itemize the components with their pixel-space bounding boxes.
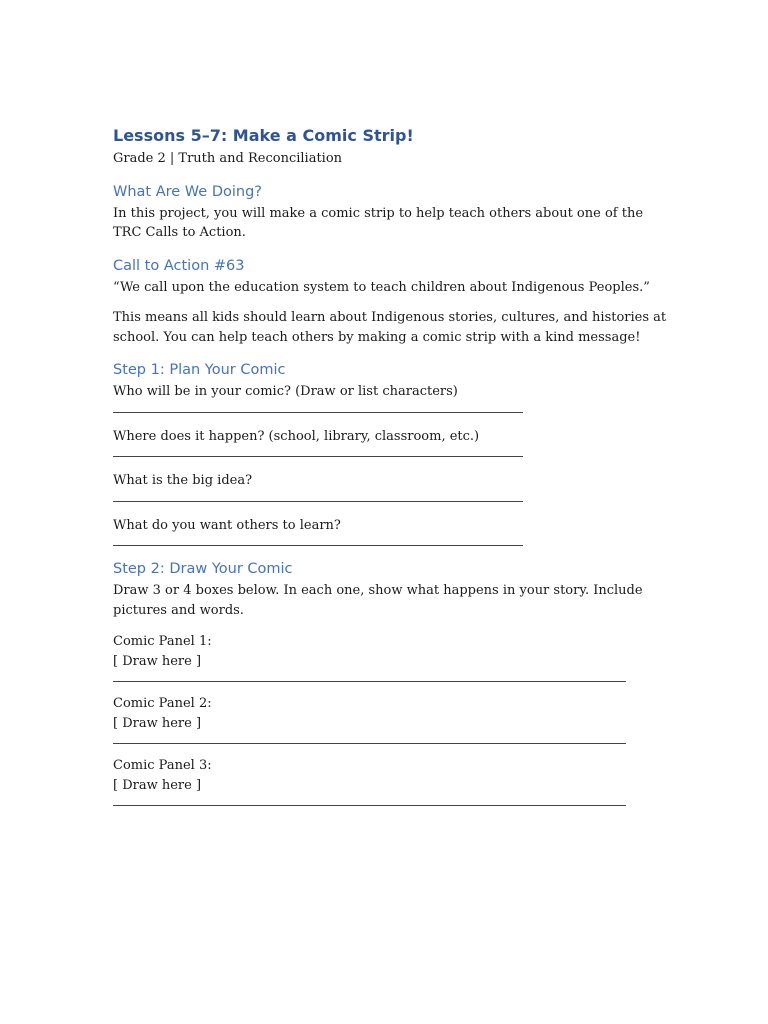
call-explanation: This means all kids should learn about Indigenous stories, cultures, and histories at school. You can help teach others by making a comic strip with a kind message! [113, 310, 667, 345]
section-heading-step1: Step 1: Plan Your Comic [113, 362, 286, 378]
question-item [113, 427, 673, 458]
document-page [113, 126, 673, 806]
panel-label: Comic Panel 1: [113, 634, 212, 649]
question-text: Where does it happen? (school, library, classroom, etc.) [113, 428, 480, 444]
section-text-step2: Draw 3 or 4 boxes below. In each one, show what happens in your story. Include pictures and words. [113, 583, 643, 618]
answer-line[interactable] [113, 402, 523, 413]
panel-label: Comic Panel 2: [113, 696, 212, 711]
answer-line[interactable] [113, 535, 523, 546]
page-subtitle: Grade 2 | Truth and Reconciliation [113, 151, 343, 166]
page-title: Lessons 5–7: Make a Comic Strip! [113, 126, 414, 145]
section-heading-what: What Are We Doing? [113, 183, 262, 200]
question-text: What is the big idea? [113, 473, 253, 488]
answer-line[interactable] [113, 491, 523, 502]
panel-divider [113, 795, 626, 806]
panel-placeholder: [ Draw here ] [113, 777, 202, 793]
question-item [113, 382, 673, 413]
panel-placeholder: [ Draw here ] [113, 715, 202, 731]
section-heading-call: Call to Action #63 [113, 257, 245, 274]
call-quote: “We call upon the education system to teach children about Indigenous Peoples.” [113, 279, 650, 295]
section-text-what: In this project, you will make a comic strip to help teach others about one of the TRC Calls to Action. [113, 205, 644, 240]
comic-panel [113, 756, 673, 806]
comic-panel [113, 632, 673, 682]
answer-line[interactable] [113, 446, 523, 457]
section-heading-step2: Step 2: Draw Your Comic [113, 561, 293, 577]
panel-label: Comic Panel 3: [113, 758, 212, 773]
panel-divider [113, 733, 626, 744]
comic-panel [113, 694, 673, 744]
question-text: What do you want others to learn? [113, 517, 341, 533]
question-item [113, 471, 673, 502]
panel-divider [113, 671, 626, 682]
question-text: Who will be in your comic? (Draw or list characters) [113, 384, 458, 399]
panel-placeholder: [ Draw here ] [113, 653, 202, 669]
question-item [113, 516, 673, 547]
